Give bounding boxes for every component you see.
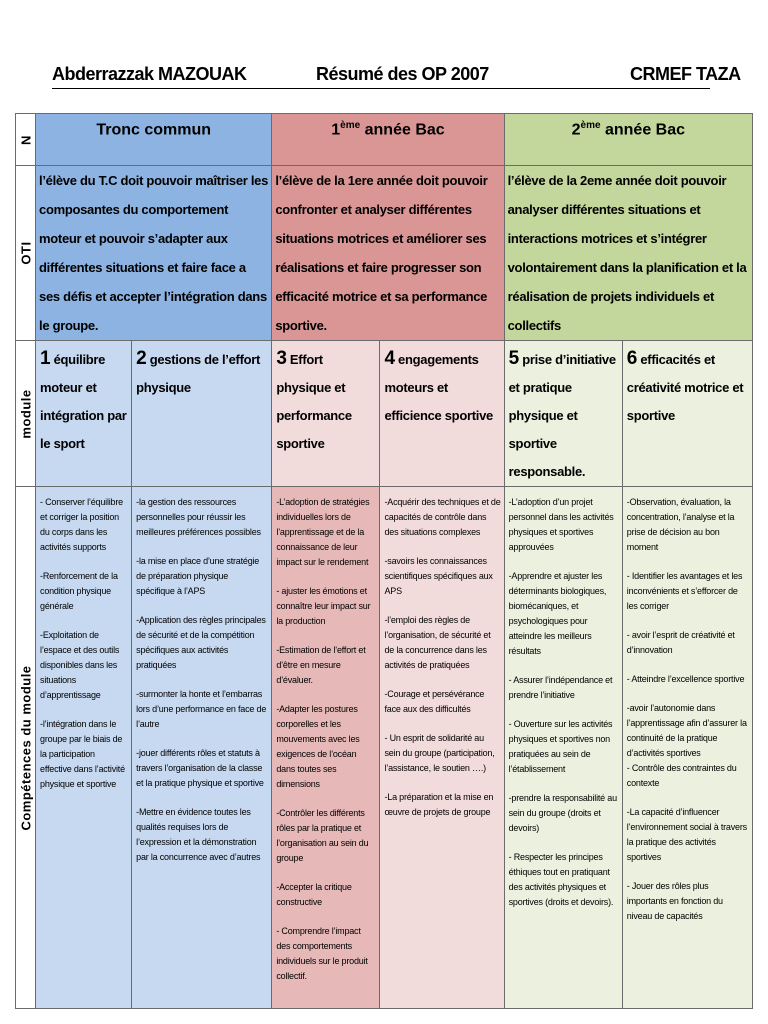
grade-header-tronc-commun: Tronc commun	[36, 114, 272, 166]
competence-item: - avoir l’esprit de créativité et d’innovation	[626, 630, 735, 655]
competence-item: -L’adoption de stratégies individuelles lors de l’apprentissage et de la connaissance de leur impact sur le rendement	[276, 497, 370, 567]
grade-header-1ere-annee: 1ème année Bac	[272, 114, 504, 166]
competence-item: -Application des règles principales de sécurité et de la compétition spécifiques aux activités pratiquées	[136, 615, 266, 670]
module-2: 2 gestions de l’effort physique	[132, 341, 272, 487]
module-6: 6 efficacités et créativité motrice et sportive	[622, 341, 752, 487]
competence-item: -la mise en place d’une stratégie de préparation physique spécifique à l’APS	[136, 556, 260, 596]
competence-item: - Un esprit de solidarité au sein du groupe (participation, l’assistance, le soutien ….)	[384, 733, 495, 773]
competence-item: - Respecter les principes éthiques tout en pratiquant des activités physiques et sportives (droits et devoirs).	[508, 852, 614, 907]
competences-module-6	[622, 487, 752, 1009]
header-underline	[52, 88, 710, 89]
oti-row	[16, 166, 753, 341]
competence-item: -Observation, évaluation, la concentration, l’analyse et la prise de décision au bon moment	[626, 497, 735, 552]
module-5: 5 prise d’initiative et pratique physique et sportive responsable.	[504, 341, 622, 487]
competence-item: -Apprendre et ajuster les déterminants biologiques, biomécaniques, et psychologiques pour atteindre les meilleurs résultats	[508, 571, 607, 656]
competence-item: -savoirs les connaissances scientifiques spécifiques aux APS	[384, 556, 493, 596]
oti-tronc-commun: l’élève du T.C doit pouvoir maîtriser les composantes du comportement moteur et pouvoir s’adapter aux différentes situations et faire face a ses défis et accepter l’intégration dans le groupe.	[36, 166, 272, 341]
document-title: Résumé des OP 2007	[316, 64, 489, 84]
competence-item: - Assurer l’indépendance et prendre l’initiative	[508, 675, 613, 700]
competence-item: -Contrôler les différents rôles par la pratique et l’organisation au sein du groupe	[276, 808, 369, 863]
grade-header-row	[16, 114, 753, 166]
row-label-module: module	[16, 341, 36, 487]
competence-item: - ajuster les émotions et connaître leur impact sur la production	[276, 586, 371, 626]
competence-item: -Exploitation de l’espace et des outils disponibles dans les situations d’apprentissage	[40, 630, 120, 700]
competence-item: -jouer différents rôles et statuts à travers l’organisation de la classe et la pratique physique et sportive	[136, 748, 264, 788]
row-label-competences: Compétences du module	[16, 487, 36, 1009]
competences-module-4	[380, 487, 504, 1009]
op-summary-table	[15, 113, 753, 1009]
competence-item: -prendre la responsabilité au sein du groupe (droits et devoirs)	[508, 793, 617, 833]
competence-item: - Identifier les avantages et les inconvénients et s’efforcer de les corriger	[626, 571, 743, 611]
oti-2eme-annee: l’élève de la 2eme année doit pouvoir analyser différentes situations et interactions motrices et s’intégrer volontairement dans la planification et la réalisation de projets individuels et collectifs	[504, 166, 752, 341]
institution-name: CRMEF TAZA	[630, 64, 741, 84]
competence-item: -La capacité d’influencer l’environnement social à travers la pratique des activités sportives	[626, 807, 747, 862]
competence-item: -Courage et persévérance face aux des difficultés	[384, 689, 485, 714]
module-4: 4 engagements moteurs et efficience sportive	[380, 341, 504, 487]
competence-item: -Mettre en évidence toutes les qualités requises lors de l’expression et la démonstration par la concurrence avec d’autres	[136, 807, 261, 862]
competences-module-2	[132, 487, 272, 1009]
competences-row	[16, 487, 753, 1009]
competence-item: - Jouer des rôles plus importants en fonction du niveau de capacités	[626, 881, 723, 921]
competence-item: -Renforcement de la condition physique générale	[40, 571, 118, 611]
competence-item: -Adapter les postures corporelles et les mouvements avec les exigences de l’océan dans toutes ses dimensions	[276, 704, 360, 789]
row-label-n: N	[16, 114, 36, 166]
competences-module-1	[36, 487, 132, 1009]
grade-header-2eme-annee: 2ème année Bac	[504, 114, 752, 166]
oti-1ere-annee: l’élève de la 1ere année doit pouvoir confronter et analyser différentes situations motrices et améliorer ses réalisations et faire progresser son efficacité motrice et sa performance sportive.	[272, 166, 504, 341]
competence-item: -avoir l’autonomie dans l’apprentissage afin d’assurer la continuité de la pratique d’activités sportives - Contrôle des contraintes du contexte	[626, 703, 747, 788]
competence-item: -l’emploi des règles de l’organisation, de sécurité et de la concurrence dans les activités de pratiquées	[384, 615, 491, 670]
competence-item: -L’adoption d’un projet personnel dans les activités physiques et sportives approuvées	[508, 497, 614, 552]
competence-item: - Atteindre l’excellence sportive	[626, 674, 745, 684]
author-name: Abderrazzak MAZOUAK	[52, 64, 247, 84]
competence-item: -surmonter la honte et l’embarras lors d’une performance en face de l’autre	[136, 689, 267, 729]
competence-item: -Accepter la critique constructive	[276, 882, 352, 907]
module-3: 3 Effort physique et performance sportive	[272, 341, 380, 487]
competence-item: -Acquérir des techniques et de capacités de contrôle dans des situations complexes	[384, 497, 501, 537]
competence-item: - Ouverture sur les activités physiques et sportives non pratiquées au sein de l’établissement	[508, 719, 613, 774]
competence-item: - Conserver l’équilibre et corriger la position du corps dans les activités supports	[40, 497, 123, 552]
row-label-oti: OTI	[16, 166, 36, 341]
competences-module-5	[504, 487, 622, 1009]
competence-item: - Comprendre l’impact des comportements individuels sur le produit collectif.	[276, 926, 368, 981]
competences-module-3	[272, 487, 380, 1009]
competence-item: -l’intégration dans le groupe par le biais de la participation effective dans l’activité physique et sportive	[40, 719, 125, 789]
competence-item: -la gestion des ressources personnelles pour réussir les meilleures préférences possibles	[136, 497, 261, 537]
module-1: 1 équilibre moteur et intégration par le sport	[36, 341, 132, 487]
competence-item: -Estimation de l’effort et d’être en mesure d’évaluer.	[276, 645, 366, 685]
competence-item: -La préparation et la mise en œuvre de projets de groupe	[384, 792, 494, 817]
module-row	[16, 341, 753, 487]
